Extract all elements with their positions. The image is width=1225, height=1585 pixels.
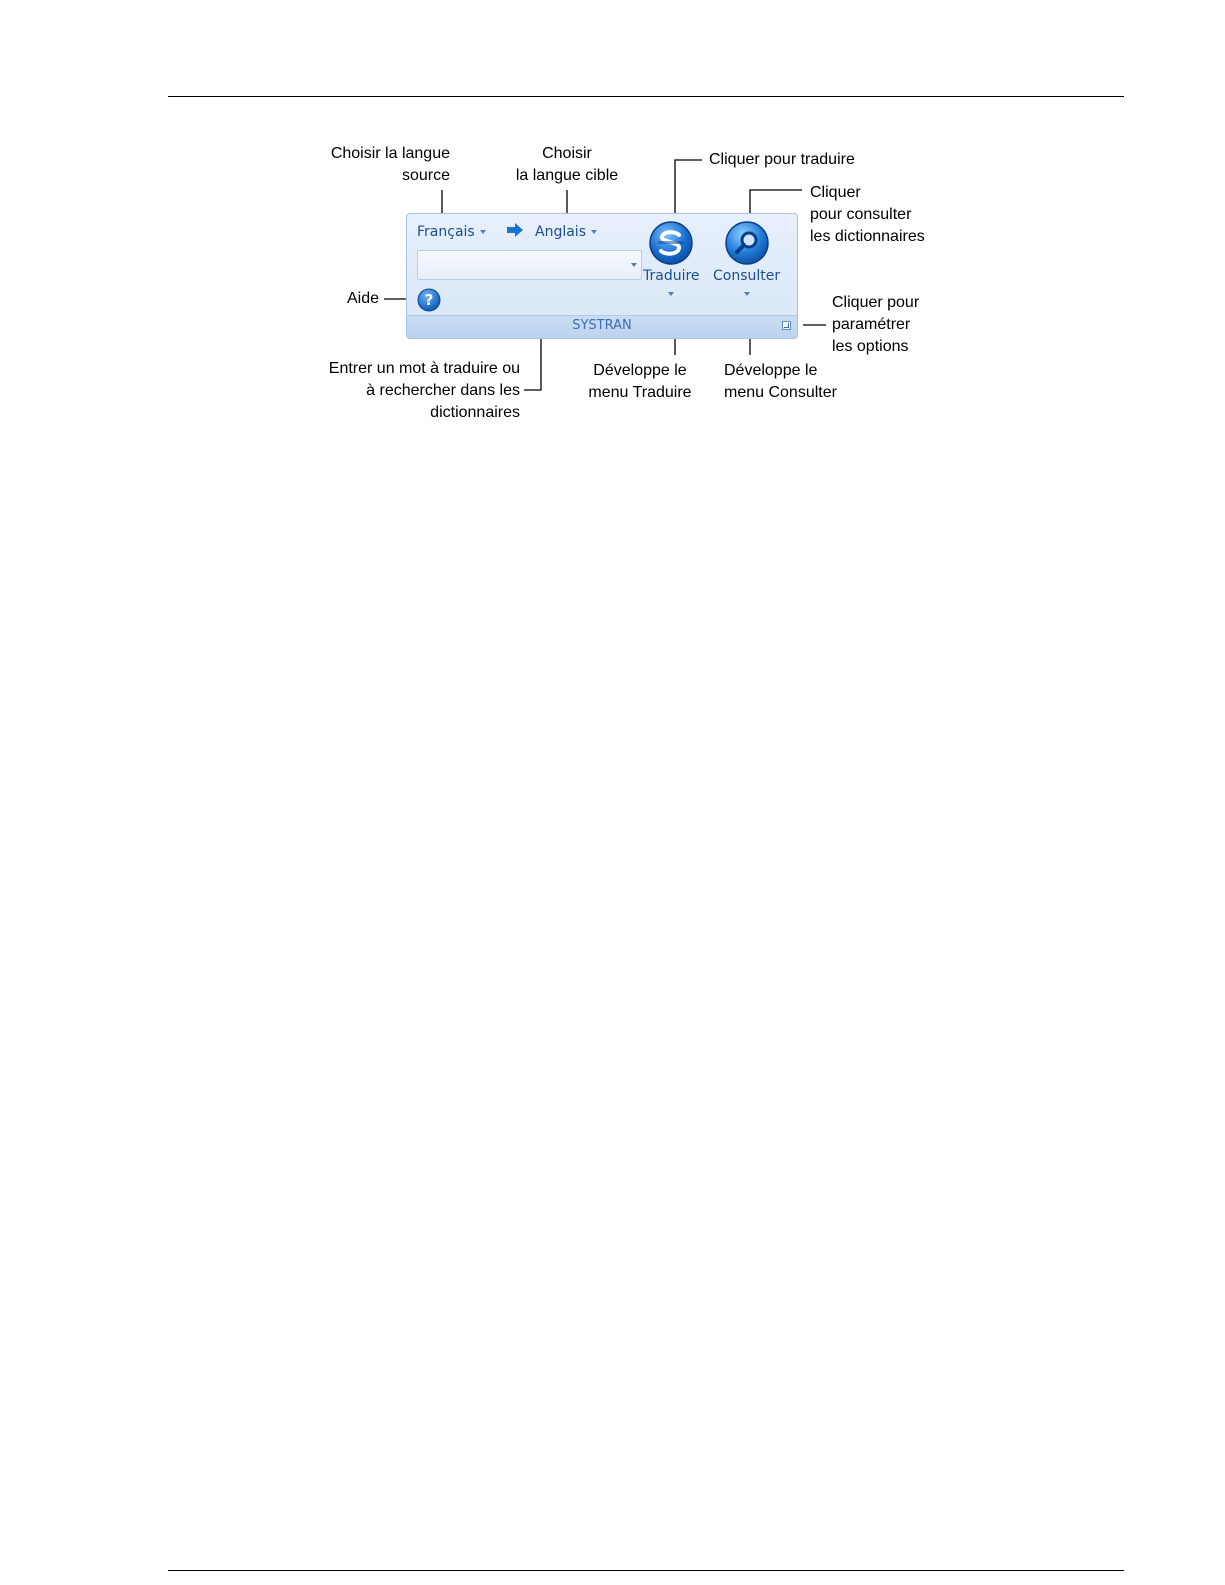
footer-rule	[168, 1570, 1124, 1571]
callout-options: Cliquer pour paramétrer les options	[832, 294, 920, 355]
callout-input: Entrer un mot à traduire ou à rechercher dans les dictionnaires	[328, 360, 520, 421]
search-input[interactable]	[420, 253, 620, 279]
callout-translate: Cliquer pour traduire	[709, 151, 855, 168]
lookup-menu-caret-icon[interactable]	[744, 292, 750, 296]
arrow-right-icon	[506, 222, 524, 238]
callout-translate-menu: Développe le menu Traduire	[588, 362, 692, 401]
target-language-label: Anglais	[535, 224, 586, 240]
callout-help: Aide	[346, 290, 379, 307]
target-language-dropdown[interactable]	[535, 224, 597, 240]
callout-lookup: Cliquer pour consulter les dictionnaires	[810, 184, 925, 245]
systran-ribbon-group	[406, 213, 798, 339]
search-combo-dropdown-icon[interactable]	[631, 263, 637, 267]
search-combo[interactable]	[417, 250, 642, 280]
svg-text:?: ?	[424, 291, 434, 309]
callout-source: Choisir la langue source	[330, 145, 450, 184]
help-icon[interactable]	[417, 288, 441, 312]
callout-lookup-menu: Développe le menu Consulter	[724, 362, 837, 401]
dialog-launcher-icon[interactable]	[782, 321, 791, 330]
callout-target: Choisir la langue cible	[515, 145, 619, 184]
translate-icon	[648, 220, 694, 266]
source-language-label: Français	[417, 224, 475, 240]
lookup-button[interactable]	[713, 220, 780, 296]
source-language-caret-icon	[480, 230, 486, 234]
source-language-dropdown[interactable]	[417, 224, 486, 240]
leader-translate	[675, 160, 702, 220]
translate-menu-caret-icon[interactable]	[668, 292, 674, 296]
group-label: SYSTRAN	[572, 318, 632, 333]
target-language-caret-icon	[591, 230, 597, 234]
translate-button[interactable]	[643, 220, 700, 296]
magnifier-icon	[724, 220, 770, 266]
ribbon-footer	[407, 315, 797, 338]
lookup-button-label: Consulter	[713, 268, 781, 284]
translate-button-label: Traduire	[643, 268, 700, 284]
